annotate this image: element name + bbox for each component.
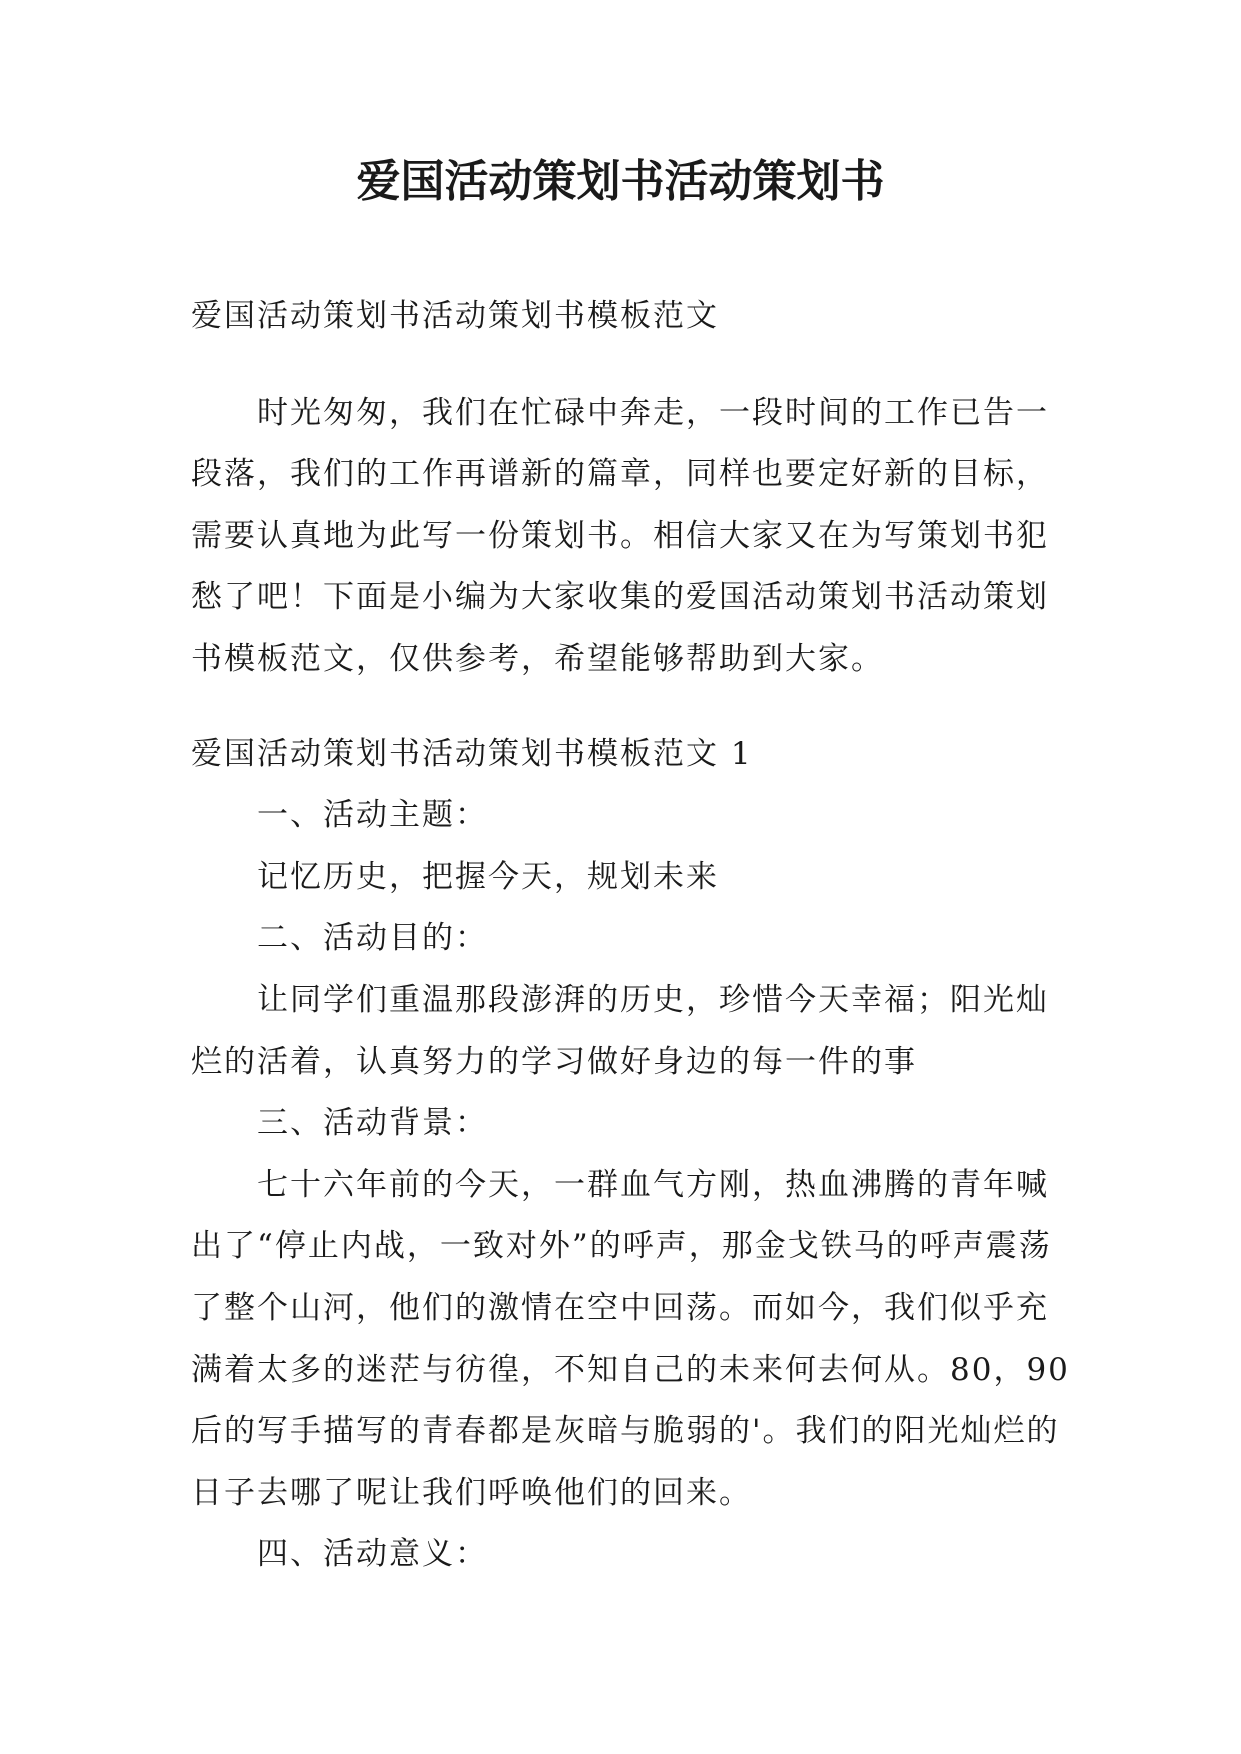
document-subtitle: 爱国活动策划书活动策划书模板范文 <box>191 298 719 334</box>
theme-paragraph: 记忆历史，把握今天，规划未来 <box>257 858 719 895</box>
heading-purpose: 二、活动目的： <box>257 920 488 957</box>
document-title: 爱国活动策划书活动策划书 <box>356 156 885 207</box>
purpose-paragraph: 让同学们重温那段澎湃的历史，珍惜今天幸福；阳光灿烂的活着，认真努力的学习做好身边的每一件的事 <box>191 981 1049 1080</box>
heading-theme: 一、活动主题： <box>257 797 488 834</box>
spacer <box>191 691 1071 724</box>
heading-significance: 四、活动意义： <box>257 1536 488 1573</box>
section-title: 爱国活动策划书活动策划书模板范文 1 <box>191 735 753 772</box>
background-paragraph: 七十六年前的今天，一群血气方刚，热血沸腾的青年喊出了“停止内战，一致对外”的呼声，那金戈铁马的呼声震荡了整个山河，他们的激情在空中回荡。而如今，我们似乎充满着太多的迷茫与彷徨，不知自己的未来何去何从。80，90 后的写手描写的青春都是灰暗与脆弱的'。我们的阳光灿烂的日子去哪了呢让我们呼唤他们的回来。 <box>191 1166 1070 1511</box>
intro-paragraph: 时光匆匆，我们在忙碌中奔走，一段时间的工作已告一段落，我们的工作再谱新的篇章，同样也要定好新的目标，需要认真地为此写一份策划书。相信大家又在为写策划书犯愁了吧！下面是小编为大家收集的爱国活动策划书活动策划书模板范文，仅供参考，希望能够帮助到大家。 <box>191 394 1049 677</box>
heading-background: 三、活动背景： <box>257 1105 488 1142</box>
document-body <box>191 286 1071 1586</box>
spacer <box>191 348 1071 383</box>
